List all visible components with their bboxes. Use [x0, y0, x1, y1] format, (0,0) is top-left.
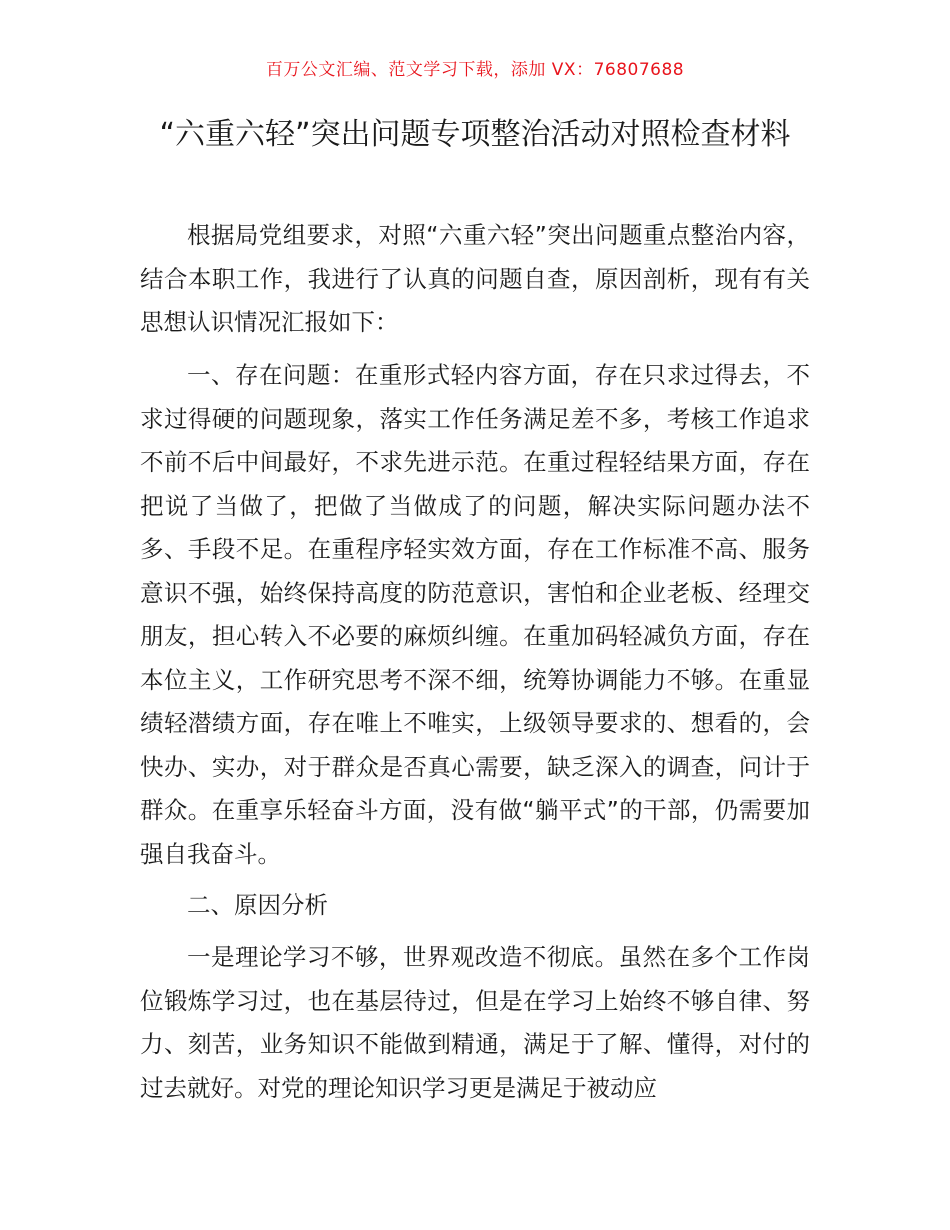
- paragraph-problems: 一、存在问题：在重形式轻内容方面，存在只求过得去，不求过得硬的问题现象，落实工作任务满足差不多，考核工作追求不前不后中间最好，不求先进示范。在重过程轻结果方面，存在把说了当做了，把做了当做成了的问题，解决实际问题办法不多、手段不足。在重程序轻实效方面，存在工作标准不高、服务意识不强，始终保持高度的防范意识，害怕和企业老板、经理交朋友，担心转入不必要的麻烦纠缠。在重加码轻减负方面，存在本位主义，工作研究思考不深不细，统筹协调能力不够。在重显绩轻潜绩方面，存在唯上不唯实，上级领导要求的、想看的，会快办、实办，对于群众是否真心需要，缺乏深入的调查，问计于群众。在重享乐轻奋斗方面，没有做“躺平式”的干部，仍需要加强自我奋斗。: [140, 361, 810, 868]
- document-title: “六重六轻”突出问题专项整治活动对照检查材料: [159, 117, 791, 152]
- paragraph-intro: 根据局党组要求，对照“六重六轻”突出问题重点整治内容，结合本职工作，我进行了认真的问题自查，原因剖析，现有有关思想认识情况汇报如下：: [140, 221, 810, 336]
- section-heading-cause-analysis: 二、原因分析: [187, 891, 328, 919]
- watermark-banner: 百万公文汇编、范文学习下载，添加 VX：76807688: [265, 60, 685, 80]
- paragraph-cause-one: 一是理论学习不够，世界观改造不彻底。虽然在多个工作岗位锻炼学习过，也在基层待过，但是在学习上始终不够自律、努力、刻苦，业务知识不能做到精通，满足于了解、懂得，对付的过去就好。对党的理论知识学习更是满足于被动应: [140, 943, 810, 1102]
